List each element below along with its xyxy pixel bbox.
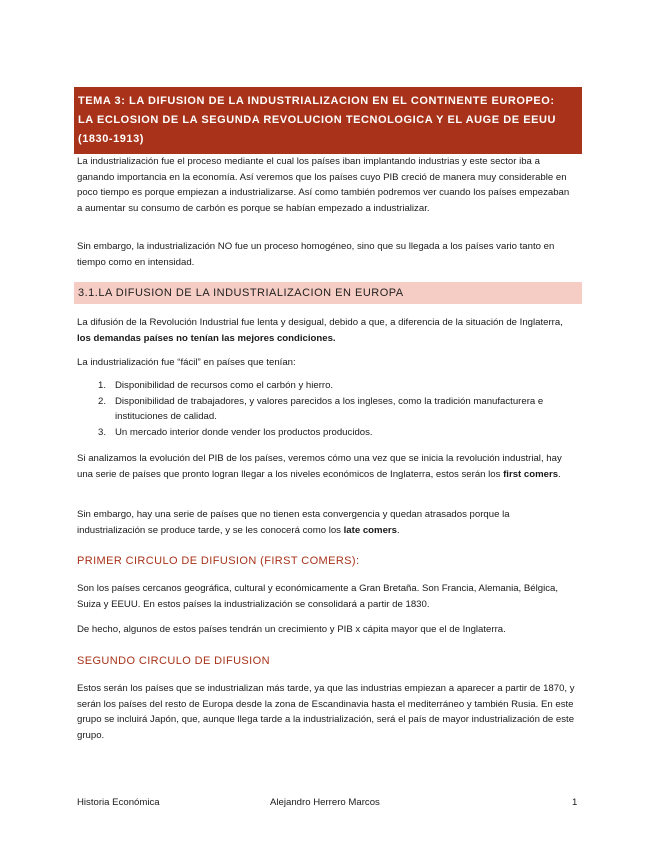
intro-paragraph-1: La industrialización fue el proceso mediante el cual los países iban implantando industrias y este sector iba a ganando importancia en la economía. Así veremos que los países cuyo PIB creció de manera muy considerable en poco tiempo es porque empiezan a industrializarse. Así como también podremos ver cuando los países empezaban a aumentar su consumo de carbón es porque se habían empezado a industrializar. xyxy=(77,156,570,214)
footer-author: Alejandro Herrero Marcos xyxy=(270,797,380,808)
section-paragraph-1-bold: los demandas países no tenían las mejores condiciones. xyxy=(77,332,336,344)
chapter-title-line-3: (1830-1913) xyxy=(78,133,144,145)
section-paragraph-1 xyxy=(77,315,577,346)
list-item-number: 3. xyxy=(97,426,106,438)
section-paragraph-2: La industrialización fue “fácil” en países que tenían: xyxy=(77,357,296,368)
section-paragraph-4-end: . xyxy=(396,524,400,536)
list-item-text: Un mercado interior donde vender los productos producidos. xyxy=(115,426,373,438)
section-paragraph-3-end: . xyxy=(558,468,561,480)
section-heading-banner xyxy=(74,282,582,304)
section-paragraph-1-text: La difusión de la Revolución Industrial fue lenta y desigual, debido a que, a diferencia de la situación de Inglaterra, xyxy=(77,317,563,328)
list-item-text: Disponibilidad de trabajadores, y valores parecidos a los ingleses, como la tradición manufacturera e instituciones de calidad. xyxy=(115,395,544,422)
conditions-list xyxy=(77,378,577,440)
chapter-title-banner xyxy=(74,87,582,154)
primer-circulo-paragraph-2: De hecho, algunos de estos países tendrán un crecimiento y PIB x cápita mayor que el de Inglaterra. xyxy=(77,624,506,635)
section-paragraph-4-text: Sin embargo, hay una serie de países que no tienen esta convergencia y quedan atrasados porque la industrialización se produce tarde, y se les conocerá como los xyxy=(77,509,510,536)
section-heading: 3.1.LA DIFUSION DE LA INDUSTRIALIZACION EN EUROPA xyxy=(78,287,404,299)
list-item-text: Disponibilidad de recursos como el carbón y hierro. xyxy=(115,380,334,391)
footer-page-number: 1 xyxy=(572,797,578,808)
late-comers-term: late comers xyxy=(343,524,397,536)
list-item-number: 2. xyxy=(97,395,106,407)
segundo-circulo-paragraph-1: Estos serán los países que se industrializan más tarde, ya que las industrias empiezan a aparecer a partir de 1870, y serán los países del resto de Europa desde la zona de Escandinavia hasta el mediterráneo y también Rusia. En este grupo se incluirá Japón, que, aunque llega tarde a la industrialización, será el país de mayor industrialización de este grupo. xyxy=(77,683,575,741)
primer-circulo-paragraph-1: Son los países cercanos geográfica, cultural y económicamente a Gran Bretaña. Son Francia, Alemania, Bélgica, Suiza y EEUU. En estos países la industrialización se consolidará a partir de 1830. xyxy=(77,583,559,610)
list-item-number: 1. xyxy=(97,380,106,391)
footer-course-name: Historia Económica xyxy=(77,797,160,808)
first-comers-term: first comers xyxy=(503,468,559,480)
primer-circulo-heading: PRIMER CIRCULO DE DIFUSION (FIRST COMERS): xyxy=(77,555,360,567)
list-item xyxy=(77,378,577,394)
list-item xyxy=(77,425,577,441)
chapter-title-line-2: LA ECLOSION DE LA SEGUNDA REVOLUCION TECNOLOGICA Y EL AUGE DE EEUU xyxy=(78,114,556,126)
segundo-circulo-heading: SEGUNDO CIRCULO DE DIFUSION xyxy=(77,655,270,667)
chapter-title-line-1: TEMA 3: LA DIFUSION DE LA INDUSTRIALIZACION EN EL CONTINENTE EUROPEO: xyxy=(78,95,555,107)
section-paragraph-3-text: Si analizamos la evolución del PIB de los países, veremos cómo una vez que se inicia la revolución industrial, hay una serie de países que pronto logran llegar a los niveles económicos de Inglaterra, estos serán los xyxy=(77,453,562,480)
intro-paragraph-2: Sin embargo, la industrialización NO fue un proceso homogéneo, sino que su llegada a los países vario tanto en tiempo como en intensidad. xyxy=(77,241,555,268)
list-item xyxy=(77,394,577,425)
section-paragraph-4 xyxy=(77,507,577,538)
section-paragraph-3 xyxy=(77,451,577,482)
